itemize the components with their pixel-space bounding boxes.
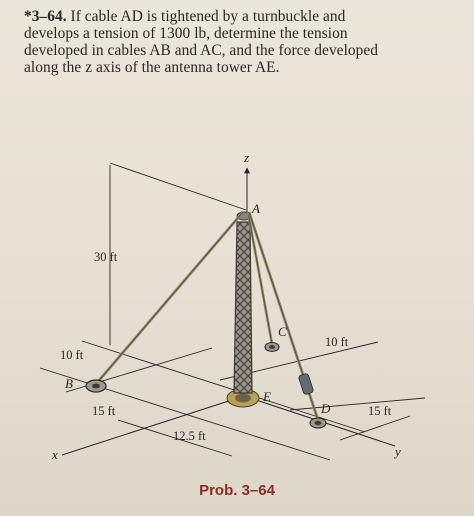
x-axis-label: x [52, 447, 58, 462]
antenna-tower [234, 222, 252, 393]
problem-line-3: developed in cables AB and AC, and the force developed [24, 42, 379, 59]
cable-ab-edge [96, 212, 243, 384]
x-axis [62, 396, 244, 455]
dim-15ft-right: 15 ft [368, 404, 392, 418]
dim-12-5ft: 12.5 ft [173, 429, 206, 443]
label-b: B [65, 376, 73, 391]
anchor-b-inner [92, 384, 100, 389]
dim-10ft-left: 10 ft [60, 348, 84, 362]
label-e: E [263, 389, 271, 404]
dim-30ft: 30 ft [94, 250, 118, 264]
problem-line-4: along the z axis of the antenna tower AE. [24, 59, 280, 76]
problem-line-1: If cable AD is tightened by a turnbuckle and [70, 8, 346, 25]
problem-number: *3–64. [24, 8, 67, 25]
label-c: C [278, 324, 287, 339]
anchor-d-inner [315, 421, 322, 425]
z-axis-label: z [244, 150, 250, 165]
dim-10ft-right: 10 ft [325, 335, 349, 349]
label-a: A [252, 201, 260, 216]
tower-base-hole [235, 394, 251, 403]
anchor-c-inner [269, 345, 275, 349]
height-extension-top [110, 163, 246, 210]
problem-line-2: develops a tension of 1300 lb, determine the tension [24, 25, 348, 42]
turnbuckle [298, 373, 314, 395]
figure-caption: Prob. 3–64 [199, 482, 275, 499]
dim-15ft-left: 15 ft [92, 404, 116, 418]
label-d: D [321, 401, 331, 416]
dim-line-b-row [40, 368, 330, 460]
dim-line-d-col [340, 416, 410, 440]
y-axis-label: y [395, 444, 401, 459]
